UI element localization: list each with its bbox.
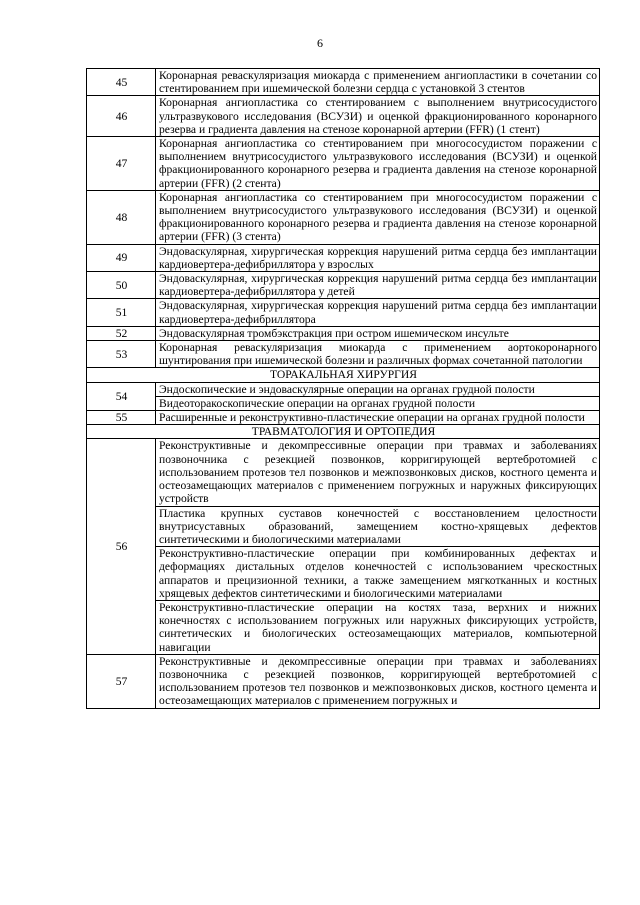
table-row	[87, 190, 600, 244]
table-row	[87, 272, 600, 299]
procedure-text: Реконструктивные и декомпрессивные операции при травмах и заболеваниях позвоночника с резекцией позвонков, корригирующей вертебротомией с использованием протезов тел позвонков и межпозвонковых дисков, костного цемента и остеозамещающих материалов с применением погружных и наружных фиксирующих устройств	[156, 439, 600, 506]
table-row	[87, 547, 600, 601]
table-row	[87, 411, 600, 425]
section-header-row	[87, 368, 600, 382]
table-row	[87, 96, 600, 137]
row-number: 55	[87, 411, 156, 425]
row-number: 50	[87, 272, 156, 299]
procedure-text: Реконструктивно-пластические операции при комбинированных дефектах и деформациях дистальных отделов конечностей с использованием чрескостных аппаратов и прецизионной техники, а также замещением мягкотканных и костных хрящевых дефектов синтетическими и биологическими материалами	[156, 547, 600, 601]
procedure-text: Коронарная ангиопластика со стентированием с выполнением внутрисосудистого ультразвукового исследования (ВСУЗИ) и оценкой фракционированного коронарного резерва и градиента давления на стенозе коронарной артерии (FFR) (1 стент)	[156, 96, 600, 137]
procedure-text: Коронарная реваскуляризация миокарда с применением ангиопластики в сочетании со стентированием при ишемической болезни сердца с установкой 3 стентов	[156, 69, 600, 96]
row-number: 48	[87, 190, 156, 244]
row-number: 54	[87, 382, 156, 410]
table-row	[87, 341, 600, 368]
row-number: 51	[87, 299, 156, 326]
procedure-text: Коронарная ангиопластика со стентированием при многососудистом поражении с выполнением внутрисосудистого ультразвукового исследования (ВСУЗИ) и оценкой фракционированного коронарного резерва и градиента давления на стенозе коронарной артерии (FFR) (3 стента)	[156, 190, 600, 244]
procedure-text: Коронарная реваскуляризация миокарда с применением аортокоронарного шунтирования при ишемической болезни и различных формах сочетанной патологии	[156, 341, 600, 368]
table-row	[87, 69, 600, 96]
table-row	[87, 137, 600, 191]
row-number: 52	[87, 326, 156, 340]
procedure-text: Пластика крупных суставов конечностей с восстановлением целостности внутрисуставных образований, замещением костно-хрящевых дефектов синтетическими и биологическими материалами	[156, 506, 600, 547]
row-number: 57	[87, 654, 156, 708]
procedure-text: Эндоваскулярная, хирургическая коррекция нарушений ритма сердца без имплантации кардиовертера-дефибриллятора	[156, 299, 600, 326]
row-number: 53	[87, 341, 156, 368]
procedure-text: Реконструктивно-пластические операции на костях таза, верхних и нижних конечностях с использованием погружных или наружных фиксирующих устройств, синтетических и биологических остеозамещающих материалов, компьютерной навигации	[156, 600, 600, 654]
table-row	[87, 244, 600, 271]
procedure-text: Видеоторакоскопические операции на органах грудной полости	[156, 396, 600, 410]
table-row	[87, 382, 600, 396]
row-number: 47	[87, 137, 156, 191]
procedure-text: Коронарная ангиопластика со стентированием при многососудистом поражении с выполнением внутрисосудистого ультразвукового исследования (ВСУЗИ) и оценкой фракционированного коронарного резерва и градиента давления на стенозе коронарной артерии (FFR) (2 стента)	[156, 137, 600, 191]
table-row	[87, 600, 600, 654]
page-number: 6	[317, 36, 323, 50]
section-title-traumatology-orthopedics: ТРАВМАТОЛОГИЯ И ОРТОПЕДИЯ	[87, 425, 600, 439]
section-title-thoracic-surgery: ТОРАКАЛЬНАЯ ХИРУРГИЯ	[87, 368, 600, 382]
procedure-text: Эндоскопические и эндоваскулярные операции на органах грудной полости	[156, 382, 600, 396]
table-row	[87, 396, 600, 410]
table-row	[87, 654, 600, 708]
table-row	[87, 439, 600, 506]
row-number: 46	[87, 96, 156, 137]
row-number: 49	[87, 244, 156, 271]
row-number: 56	[87, 439, 156, 654]
table-row	[87, 299, 600, 326]
procedure-text: Эндоваскулярная, хирургическая коррекция нарушений ритма сердца без имплантации кардиовертера-дефибриллятора у взрослых	[156, 244, 600, 271]
table-row	[87, 506, 600, 547]
procedures-table	[86, 68, 600, 709]
table-row	[87, 326, 600, 340]
row-number: 45	[87, 69, 156, 96]
procedure-text: Эндоваскулярная тромбэкстракция при остром ишемическом инсульте	[156, 326, 600, 340]
section-header-row	[87, 425, 600, 439]
procedure-text: Эндоваскулярная, хирургическая коррекция нарушений ритма сердца без имплантации кардиовертера-дефибриллятора у детей	[156, 272, 600, 299]
procedure-text: Реконструктивные и декомпрессивные операции при травмах и заболеваниях позвоночника с резекцией позвонков, корригирующей вертебротомией с использованием протезов тел позвонков и межпозвонковых дисков, костного цемента и остеозамещающих материалов с применением погружных и	[156, 654, 600, 708]
procedure-text: Расширенные и реконструктивно-пластические операции на органах грудной полости	[156, 411, 600, 425]
